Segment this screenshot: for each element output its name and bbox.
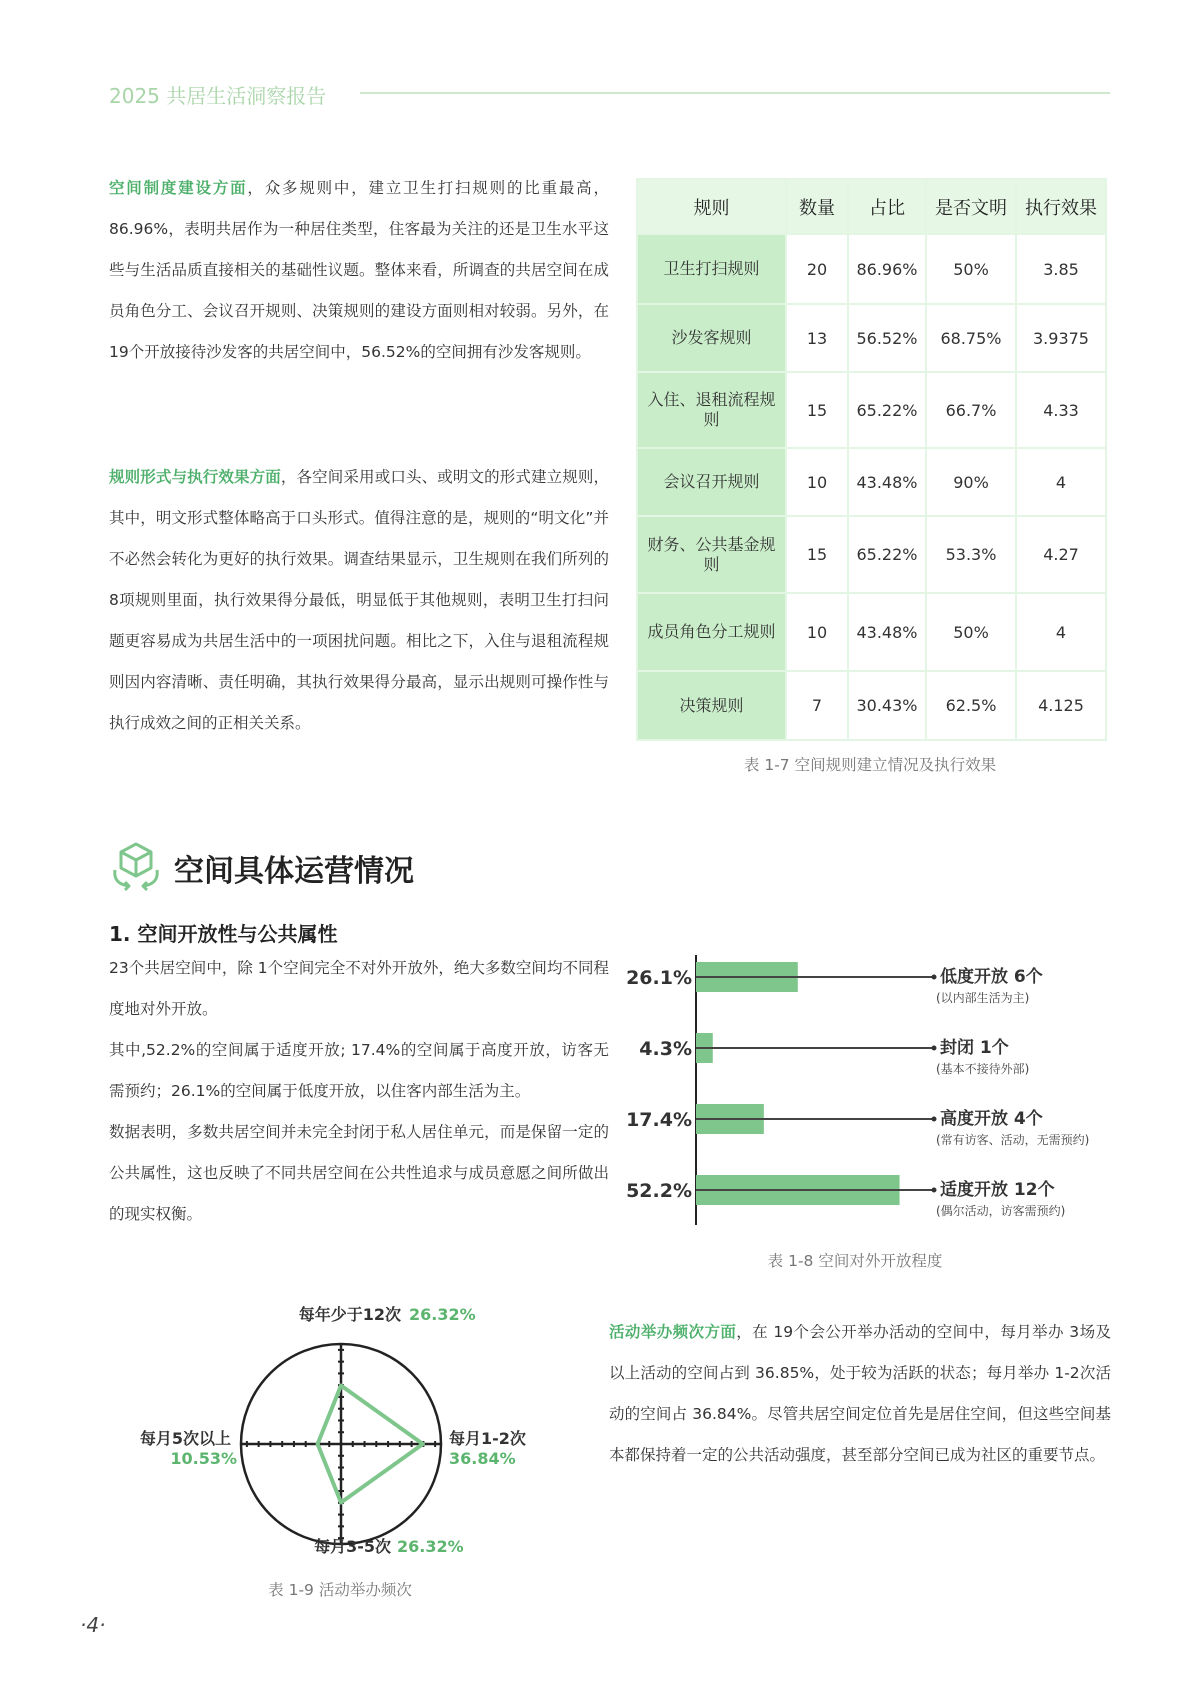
report-header-title: 2025 共居生活洞察报告 bbox=[109, 84, 327, 108]
radar-axis-label: 每月5次以上 bbox=[139, 1429, 231, 1448]
table-cell: 62.5% bbox=[926, 671, 1016, 740]
table-cell: 56.52% bbox=[848, 304, 926, 372]
bar-category-label: 封闭 1个 bbox=[940, 1038, 1009, 1058]
table-row bbox=[637, 234, 1106, 304]
table-header-row bbox=[637, 179, 1106, 234]
bar-category-note: (常有访客、活动，无需预约) bbox=[936, 1133, 1090, 1147]
table-cell: 10 bbox=[786, 448, 848, 516]
table-cell: 4.125 bbox=[1016, 671, 1106, 740]
openness-bar-chart bbox=[600, 945, 1160, 1235]
paragraph-text: ，众多规则中，建立卫生打扫规则的比重最高，86.96%，表明共居作为一种居住类型，住客最为关注的还是卫生水平这些与生活品质直接相关的基础性议题。整体来看，所调查的共居空间在成员角色分工、会议召开规则、决策规则的建设方面则相对较弱。另外，在 19个开放接待沙发客的共居空间中，56.52%的空间拥有沙发客规则。 bbox=[109, 179, 609, 361]
header-divider bbox=[360, 92, 1110, 94]
table-row bbox=[637, 304, 1106, 372]
paragraph-highlight: 空间制度建设方面 bbox=[109, 179, 248, 197]
leader-dot bbox=[932, 1046, 937, 1051]
leader-dot bbox=[932, 975, 937, 980]
rule-name-cell: 沙发客规则 bbox=[637, 304, 786, 372]
table-row bbox=[637, 372, 1106, 448]
paragraph-openness bbox=[109, 948, 609, 1235]
bar-value-label: 52.2% bbox=[626, 1180, 692, 1202]
radar-axis-label: 每月1-2次 bbox=[449, 1429, 526, 1448]
radar-chart-caption: 表 1-9 活动举办频次 bbox=[268, 1581, 412, 1599]
table-cell: 15 bbox=[786, 372, 848, 448]
table-cell: 13 bbox=[786, 304, 848, 372]
table-cell: 4 bbox=[1016, 593, 1106, 671]
bar-value-label: 4.3% bbox=[639, 1038, 692, 1060]
table-cell: 66.7% bbox=[926, 372, 1016, 448]
paragraph-text: ，在 19个会公开举办活动的空间中，每月举办 3场及以上活动的空间占到 36.85%，处于较为活跃的状态；每月举办 1-2次活动的空间占 36.84%。尽管共居空间定位首先是居住空间，但这些空间基本都保持着一定的公共活动强度，甚至部分空间已成为社区的重要节点。 bbox=[609, 1323, 1111, 1464]
rule-name-cell: 成员角色分工规则 bbox=[637, 593, 786, 671]
paragraph-highlight: 活动举办频次方面 bbox=[609, 1323, 737, 1341]
section-cube-icon bbox=[109, 840, 163, 892]
table-cell: 30.43% bbox=[848, 671, 926, 740]
rule-name-cell: 卫生打扫规则 bbox=[637, 234, 786, 304]
table-cell: 3.85 bbox=[1016, 234, 1106, 304]
bar-category-label: 适度开放 12个 bbox=[940, 1180, 1055, 1200]
section-title: 空间具体运营情况 bbox=[174, 854, 414, 889]
table-cell: 7 bbox=[786, 671, 848, 740]
paragraph-rules-effect bbox=[109, 457, 609, 744]
radar-value-label: 10.53% bbox=[170, 1449, 237, 1468]
table-caption: 表 1-7 空间规则建立情况及执行效果 bbox=[743, 756, 997, 774]
paragraph-rules-building bbox=[109, 168, 609, 373]
table-cell: 15 bbox=[786, 516, 848, 593]
table-header-cell: 执行效果 bbox=[1016, 179, 1106, 234]
radar-axis-label: 每年少于12次 bbox=[298, 1305, 401, 1324]
bar-category-note: (基本不接待外部) bbox=[936, 1062, 1030, 1076]
table-cell: 50% bbox=[926, 593, 1016, 671]
rule-name-cell: 入住、退租流程规则 bbox=[637, 372, 786, 448]
table-cell: 43.48% bbox=[848, 593, 926, 671]
table-cell: 4 bbox=[1016, 448, 1106, 516]
paragraph-line: 数据表明，多数共居空间并未完全封闭于私人居住单元，而是保留一定的公共属性，这也反映了不同共居空间在公共性追求与成员意愿之间所做出的现实权衡。 bbox=[109, 1123, 609, 1223]
table-cell: 86.96% bbox=[848, 234, 926, 304]
page-number: ·4· bbox=[80, 1613, 106, 1637]
radar-value-label: 26.32% bbox=[409, 1305, 476, 1324]
table-cell: 68.75% bbox=[926, 304, 1016, 372]
radar-axis-label: 每月3-5次 bbox=[314, 1537, 391, 1556]
leader-dot bbox=[932, 1117, 937, 1122]
table-row bbox=[637, 671, 1106, 740]
bar-category-label: 低度开放 6个 bbox=[940, 967, 1043, 987]
paragraph-text: ，各空间采用或口头、或明文的形式建立规则，其中，明文形式整体略高于口头形式。值得注意的是，规则的“明文化”并不必然会转化为更好的执行效果。调查结果显示，卫生规则在我们所列的 8项规则里面，执行效果得分最低，明显低于其他规则，表明卫生打扫问题更容易成为共居生活中的一项困扰问题。相比之下，入住与退租流程规则因内容清晰、责任明确，其执行效果得分最高，显示出规则可操作性与执行成效之间的正相关关系。 bbox=[109, 468, 609, 732]
table-cell: 43.48% bbox=[848, 448, 926, 516]
paragraph-activity bbox=[609, 1312, 1111, 1476]
bar-chart-caption: 表 1-8 空间对外开放程度 bbox=[767, 1252, 943, 1270]
rule-name-cell: 财务、公共基金规则 bbox=[637, 516, 786, 593]
rule-name-cell: 决策规则 bbox=[637, 671, 786, 740]
paragraph-highlight: 规则形式与执行效果方面 bbox=[109, 468, 281, 486]
bar-category-label: 高度开放 4个 bbox=[940, 1109, 1043, 1129]
paragraph-line: 其中,52.2%的空间属于适度开放; 17.4%的空间属于高度开放，访客无需预约；26.1%的空间属于低度开放，以住客内部生活为主。 bbox=[109, 1041, 609, 1100]
table-cell: 4.33 bbox=[1016, 372, 1106, 448]
table-cell: 65.22% bbox=[848, 372, 926, 448]
table-cell: 90% bbox=[926, 448, 1016, 516]
table-cell: 20 bbox=[786, 234, 848, 304]
table-header-cell: 规则 bbox=[637, 179, 786, 234]
table-row bbox=[637, 448, 1106, 516]
table-cell: 53.3% bbox=[926, 516, 1016, 593]
bar-value-label: 17.4% bbox=[626, 1109, 692, 1131]
table-cell: 4.27 bbox=[1016, 516, 1106, 593]
bar-value-label: 26.1% bbox=[626, 967, 692, 989]
bar-category-note: (偶尔活动，访客需预约) bbox=[936, 1204, 1066, 1218]
paragraph-line: 23个共居空间中，除 1个空间完全不对外开放外，绝大多数空间均不同程度地对外开放。 bbox=[109, 959, 609, 1018]
activity-radar-chart bbox=[110, 1300, 580, 1600]
radar-value-label: 26.32% bbox=[397, 1537, 464, 1556]
table-header-cell: 数量 bbox=[786, 179, 848, 234]
table-header-cell: 占比 bbox=[848, 179, 926, 234]
leader-dot bbox=[932, 1188, 937, 1193]
table-row bbox=[637, 593, 1106, 671]
table-header-cell: 是否文明 bbox=[926, 179, 1016, 234]
rules-table bbox=[636, 178, 1107, 741]
bar-category-note: (以内部生活为主) bbox=[936, 991, 1030, 1005]
subsection-title: 1. 空间开放性与公共属性 bbox=[109, 922, 338, 946]
rule-name-cell: 会议召开规则 bbox=[637, 448, 786, 516]
table-cell: 3.9375 bbox=[1016, 304, 1106, 372]
table-cell: 10 bbox=[786, 593, 848, 671]
table-cell: 65.22% bbox=[848, 516, 926, 593]
table-row bbox=[637, 516, 1106, 593]
table-cell: 50% bbox=[926, 234, 1016, 304]
radar-value-label: 36.84% bbox=[449, 1449, 516, 1468]
